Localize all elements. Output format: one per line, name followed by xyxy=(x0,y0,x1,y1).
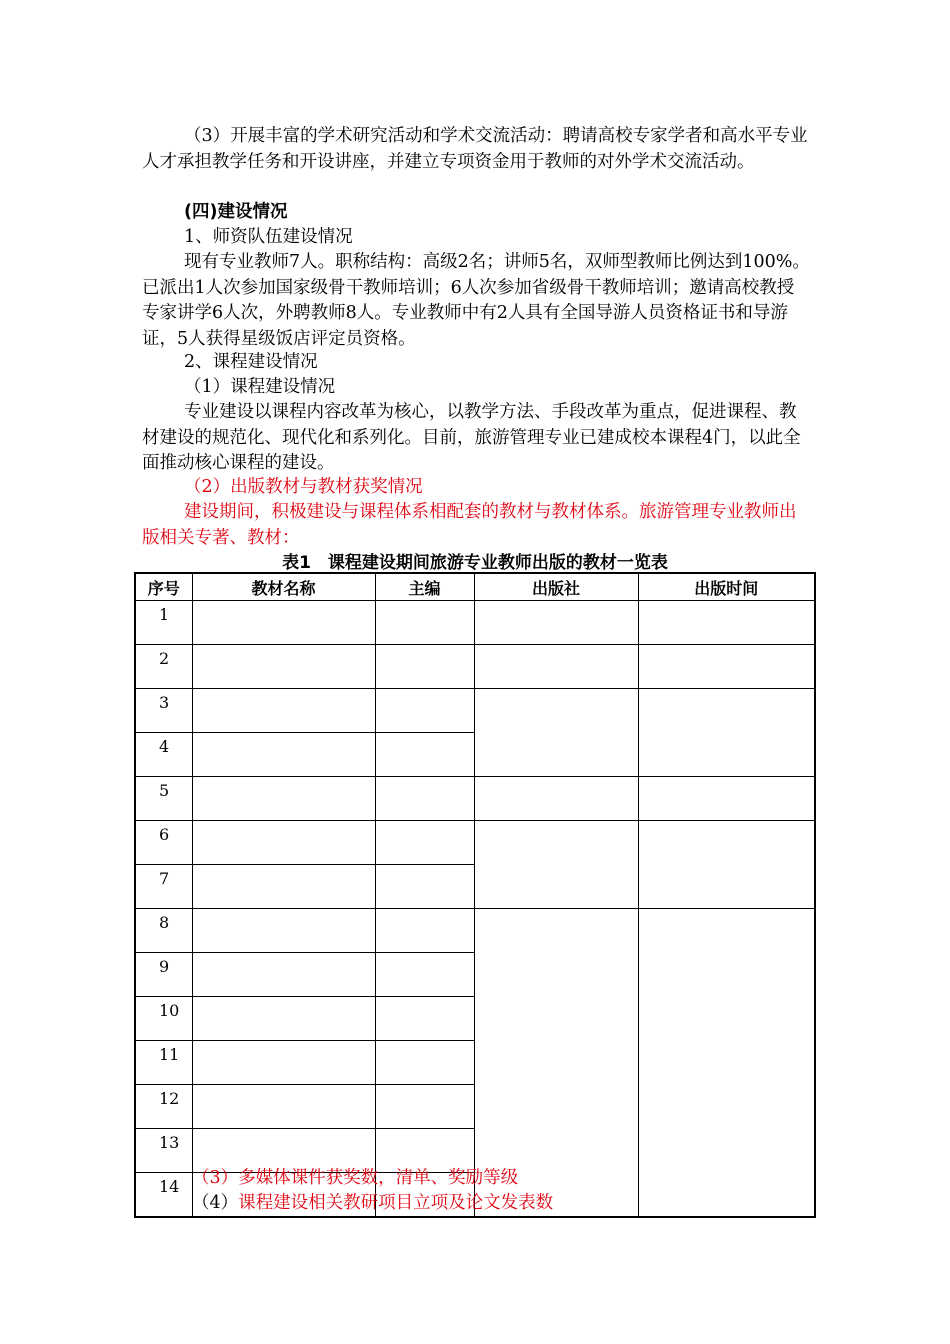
table-row xyxy=(135,909,815,953)
cell-editor xyxy=(375,1041,474,1085)
table-caption: 表1 课程建设期间旅游专业教师出版的教材一览表 xyxy=(282,553,668,573)
cell-editor xyxy=(375,997,474,1041)
heading-construction-status: (四)建设情况 xyxy=(184,202,288,222)
cell-editor xyxy=(375,821,474,865)
subheading-course: 2、课程建设情况 xyxy=(184,352,318,372)
row-number: 5 xyxy=(135,777,192,821)
cell-publisher xyxy=(474,777,638,821)
paragraph-academic-activities: （3）开展丰富的学术研究活动和学术交流活动：聘请高校专家学者和高水平专业人才承担教学任务和开设讲座，并建立专项资金用于教师的对外学术交流活动。 xyxy=(142,126,808,172)
cell-title xyxy=(192,1041,375,1085)
row-number: 11 xyxy=(135,1041,192,1085)
cell-title xyxy=(192,953,375,997)
cell-title xyxy=(192,601,375,645)
table-row xyxy=(135,821,815,865)
table-row xyxy=(135,601,815,645)
table-row xyxy=(135,645,815,689)
cell-date xyxy=(638,645,815,689)
cell-title xyxy=(192,997,375,1041)
header-date: 出版时间 xyxy=(638,573,815,601)
cell-publisher xyxy=(474,821,638,909)
cell-date xyxy=(638,821,815,909)
cell-title xyxy=(192,645,375,689)
row-number: 12 xyxy=(135,1085,192,1129)
subheading-faculty: 1、师资队伍建设情况 xyxy=(184,227,353,247)
cell-editor xyxy=(375,645,474,689)
cell-editor xyxy=(375,953,474,997)
cell-editor xyxy=(375,689,474,733)
row-number: 6 xyxy=(135,821,192,865)
paragraph-textbooks: 建设期间，积极建设与课程体系相配套的教材与教材体系。旅游管理专业教师出版相关专著、教材： xyxy=(142,502,797,548)
cell-title xyxy=(192,909,375,953)
table-row xyxy=(135,777,815,821)
row-number: 9 xyxy=(135,953,192,997)
cell-date xyxy=(638,777,815,821)
row-number: 7 xyxy=(135,865,192,909)
row-number: 8 xyxy=(135,909,192,953)
row-number: 2 xyxy=(135,645,192,689)
header-publisher: 出版社 xyxy=(474,573,638,601)
research-text: 课程建设相关教研项目立项及论文发表数 xyxy=(238,1193,554,1213)
cell-title xyxy=(192,777,375,821)
row-number: 3 xyxy=(135,689,192,733)
row-number: 13 xyxy=(135,1129,192,1173)
row-number: 14 xyxy=(135,1173,192,1218)
cell-editor xyxy=(375,1085,474,1129)
cell-publisher xyxy=(474,645,638,689)
row-number: 10 xyxy=(135,997,192,1041)
cell-title xyxy=(192,1085,375,1129)
table-row xyxy=(135,689,815,733)
cell-editor xyxy=(375,777,474,821)
cell-date xyxy=(638,601,815,645)
row-number: 4 xyxy=(135,733,192,777)
cell-date xyxy=(638,689,815,777)
cell-publisher xyxy=(474,601,638,645)
cell-editor xyxy=(375,601,474,645)
paragraph-course: 专业建设以课程内容改革为核心，以教学方法、手段改革为重点，促进课程、教材建设的规范化、现代化和系列化。目前，旅游管理专业已建成校本课程4门，以此全面推动核心课程的建设。 xyxy=(142,402,801,473)
textbook-table xyxy=(134,572,816,1218)
cell-title xyxy=(192,865,375,909)
paragraph-faculty: 现有专业教师7人。职称结构：高级2名；讲师5名，双师型教师比例达到100%。已派出1人次参加国家级骨干教师培训；6人次参加省级骨干教师培训；邀请高校教授专家讲学6人次，外聘教师8人。专业教师中有2人具有全国导游人员资格证书和导游证，5人获得星级饭店评定员资格。 xyxy=(142,252,810,349)
cell-title xyxy=(192,733,375,777)
cell-title xyxy=(192,689,375,733)
subheading-course-1: （1）课程建设情况 xyxy=(184,377,336,397)
header-serial: 序号 xyxy=(135,573,192,601)
cell-title xyxy=(192,821,375,865)
cell-publisher xyxy=(474,689,638,777)
subheading-textbooks: （2）出版教材与教材获奖情况 xyxy=(184,477,423,497)
header-title: 教材名称 xyxy=(192,573,375,601)
subheading-courseware: （3）多媒体课件获奖数，清单、奖励等级 xyxy=(192,1168,519,1188)
cell-editor xyxy=(375,909,474,953)
table-header-row xyxy=(135,573,815,601)
research-prefix: （4） xyxy=(192,1193,239,1213)
cell-editor xyxy=(375,733,474,777)
header-editor: 主编 xyxy=(375,573,474,601)
row-number: 1 xyxy=(135,601,192,645)
subheading-research xyxy=(142,1191,810,1217)
cell-editor xyxy=(375,865,474,909)
